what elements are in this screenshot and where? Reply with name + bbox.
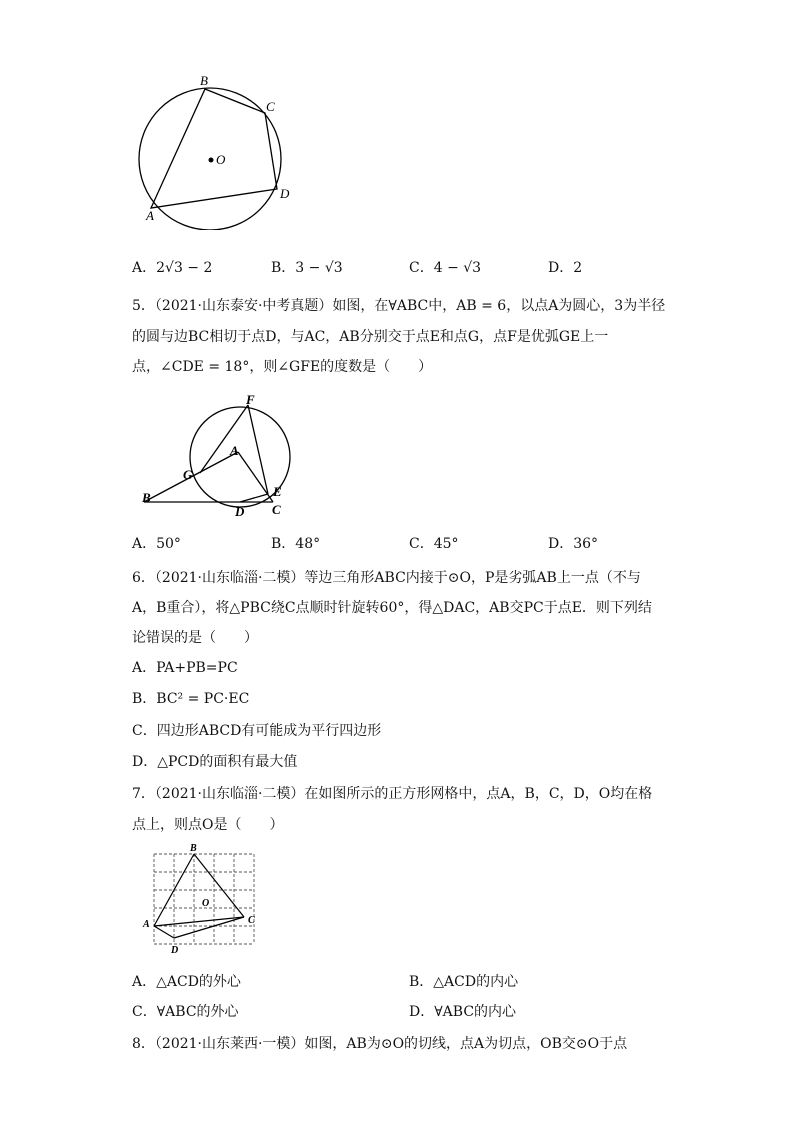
q7-option-b: B．△ACD的内心 <box>409 974 519 990</box>
q6-option-c: C．四边形ABCD有可能成为平行四边形 <box>132 723 382 739</box>
q8-line-1: 8．（2021·山东莱西·一模）如图，AB为⊙O的切线，点A为切点，OB交⊙O于点 <box>132 1036 628 1052</box>
label-B: B <box>200 73 208 88</box>
label-F: F <box>246 392 255 407</box>
q6-line-2: A，B重合），将△PBC绕C点顺时针旋转60°，得△DAC，AB交PC于点E．则下列结 <box>132 600 652 616</box>
q5-option-c: C．45° <box>409 536 459 552</box>
label-G: G <box>183 467 193 482</box>
q6-option-d: D．△PCD的面积有最大值 <box>132 754 298 770</box>
label-B: B <box>190 843 197 854</box>
q4-option-d: D．2 <box>548 260 583 276</box>
figure-tangent-circle <box>140 392 300 520</box>
segment-gf <box>200 405 248 473</box>
q7-line-2: 点上，则点O是（ ） <box>132 817 284 833</box>
q4-option-b: B．3 − √3 <box>271 260 343 276</box>
q5-line-3: 点，∠CDE = 18°，则∠GFE的度数是（ ） <box>132 359 433 375</box>
q7-option-d: D．∀ABC的内心 <box>409 1004 517 1020</box>
q6-line-3: 论错误的是（ ） <box>132 630 258 646</box>
label-E: E <box>273 484 282 499</box>
q7-option-c: C．∀ABC的外心 <box>132 1004 239 1020</box>
q5-line-1: 5．（2021·山东泰安·中考真题）如图，在∀ABC中，AB = 6，以点A为圆心，3为半径 <box>132 298 666 314</box>
q6-line-1: 6．（2021·山东临淄·二模）等边三角形ABC内接于⊙O，P是劣弧AB上一点（不与 <box>132 570 641 586</box>
label-O: O <box>202 898 210 909</box>
q4-option-c: C．4 − √3 <box>409 260 482 276</box>
label-A: A <box>143 919 150 930</box>
label-B: B <box>142 490 151 505</box>
figure-circle-quadrilateral <box>130 70 300 230</box>
q7-option-a: A．△ACD的外心 <box>132 974 241 990</box>
center-point <box>209 158 214 163</box>
q6-option-b: B．BC² = PC·EC <box>132 691 250 707</box>
label-C: C <box>272 502 281 517</box>
triangle-lines <box>154 854 244 938</box>
q7-line-1: 7．（2021·山东临淄·二模）在如图所示的正方形网格中，点A，B，C，D，O均在格 <box>132 786 653 802</box>
label-O: O <box>216 152 226 167</box>
q4-option-a: A．2√3 − 2 <box>132 260 213 276</box>
label-A: A <box>146 208 154 223</box>
q5-line-2: 的圆与边BC相切于点D，与AC，AB分别交于点E和点G，点F是优弧GE上一 <box>132 329 609 345</box>
q6-option-a: A．PA+PB=PC <box>132 660 238 676</box>
segment-ad <box>238 452 240 502</box>
label-D: D <box>280 186 290 201</box>
label-C: C <box>248 915 255 926</box>
label-D: D <box>235 504 245 519</box>
q5-option-b: B．48° <box>271 536 321 552</box>
q5-option-d: D．36° <box>548 536 599 552</box>
q5-option-a: A．50° <box>132 536 181 552</box>
label-C: C <box>266 99 275 114</box>
label-A: A <box>230 443 239 458</box>
label-D: D <box>171 945 179 956</box>
figure-square-grid <box>138 840 268 960</box>
